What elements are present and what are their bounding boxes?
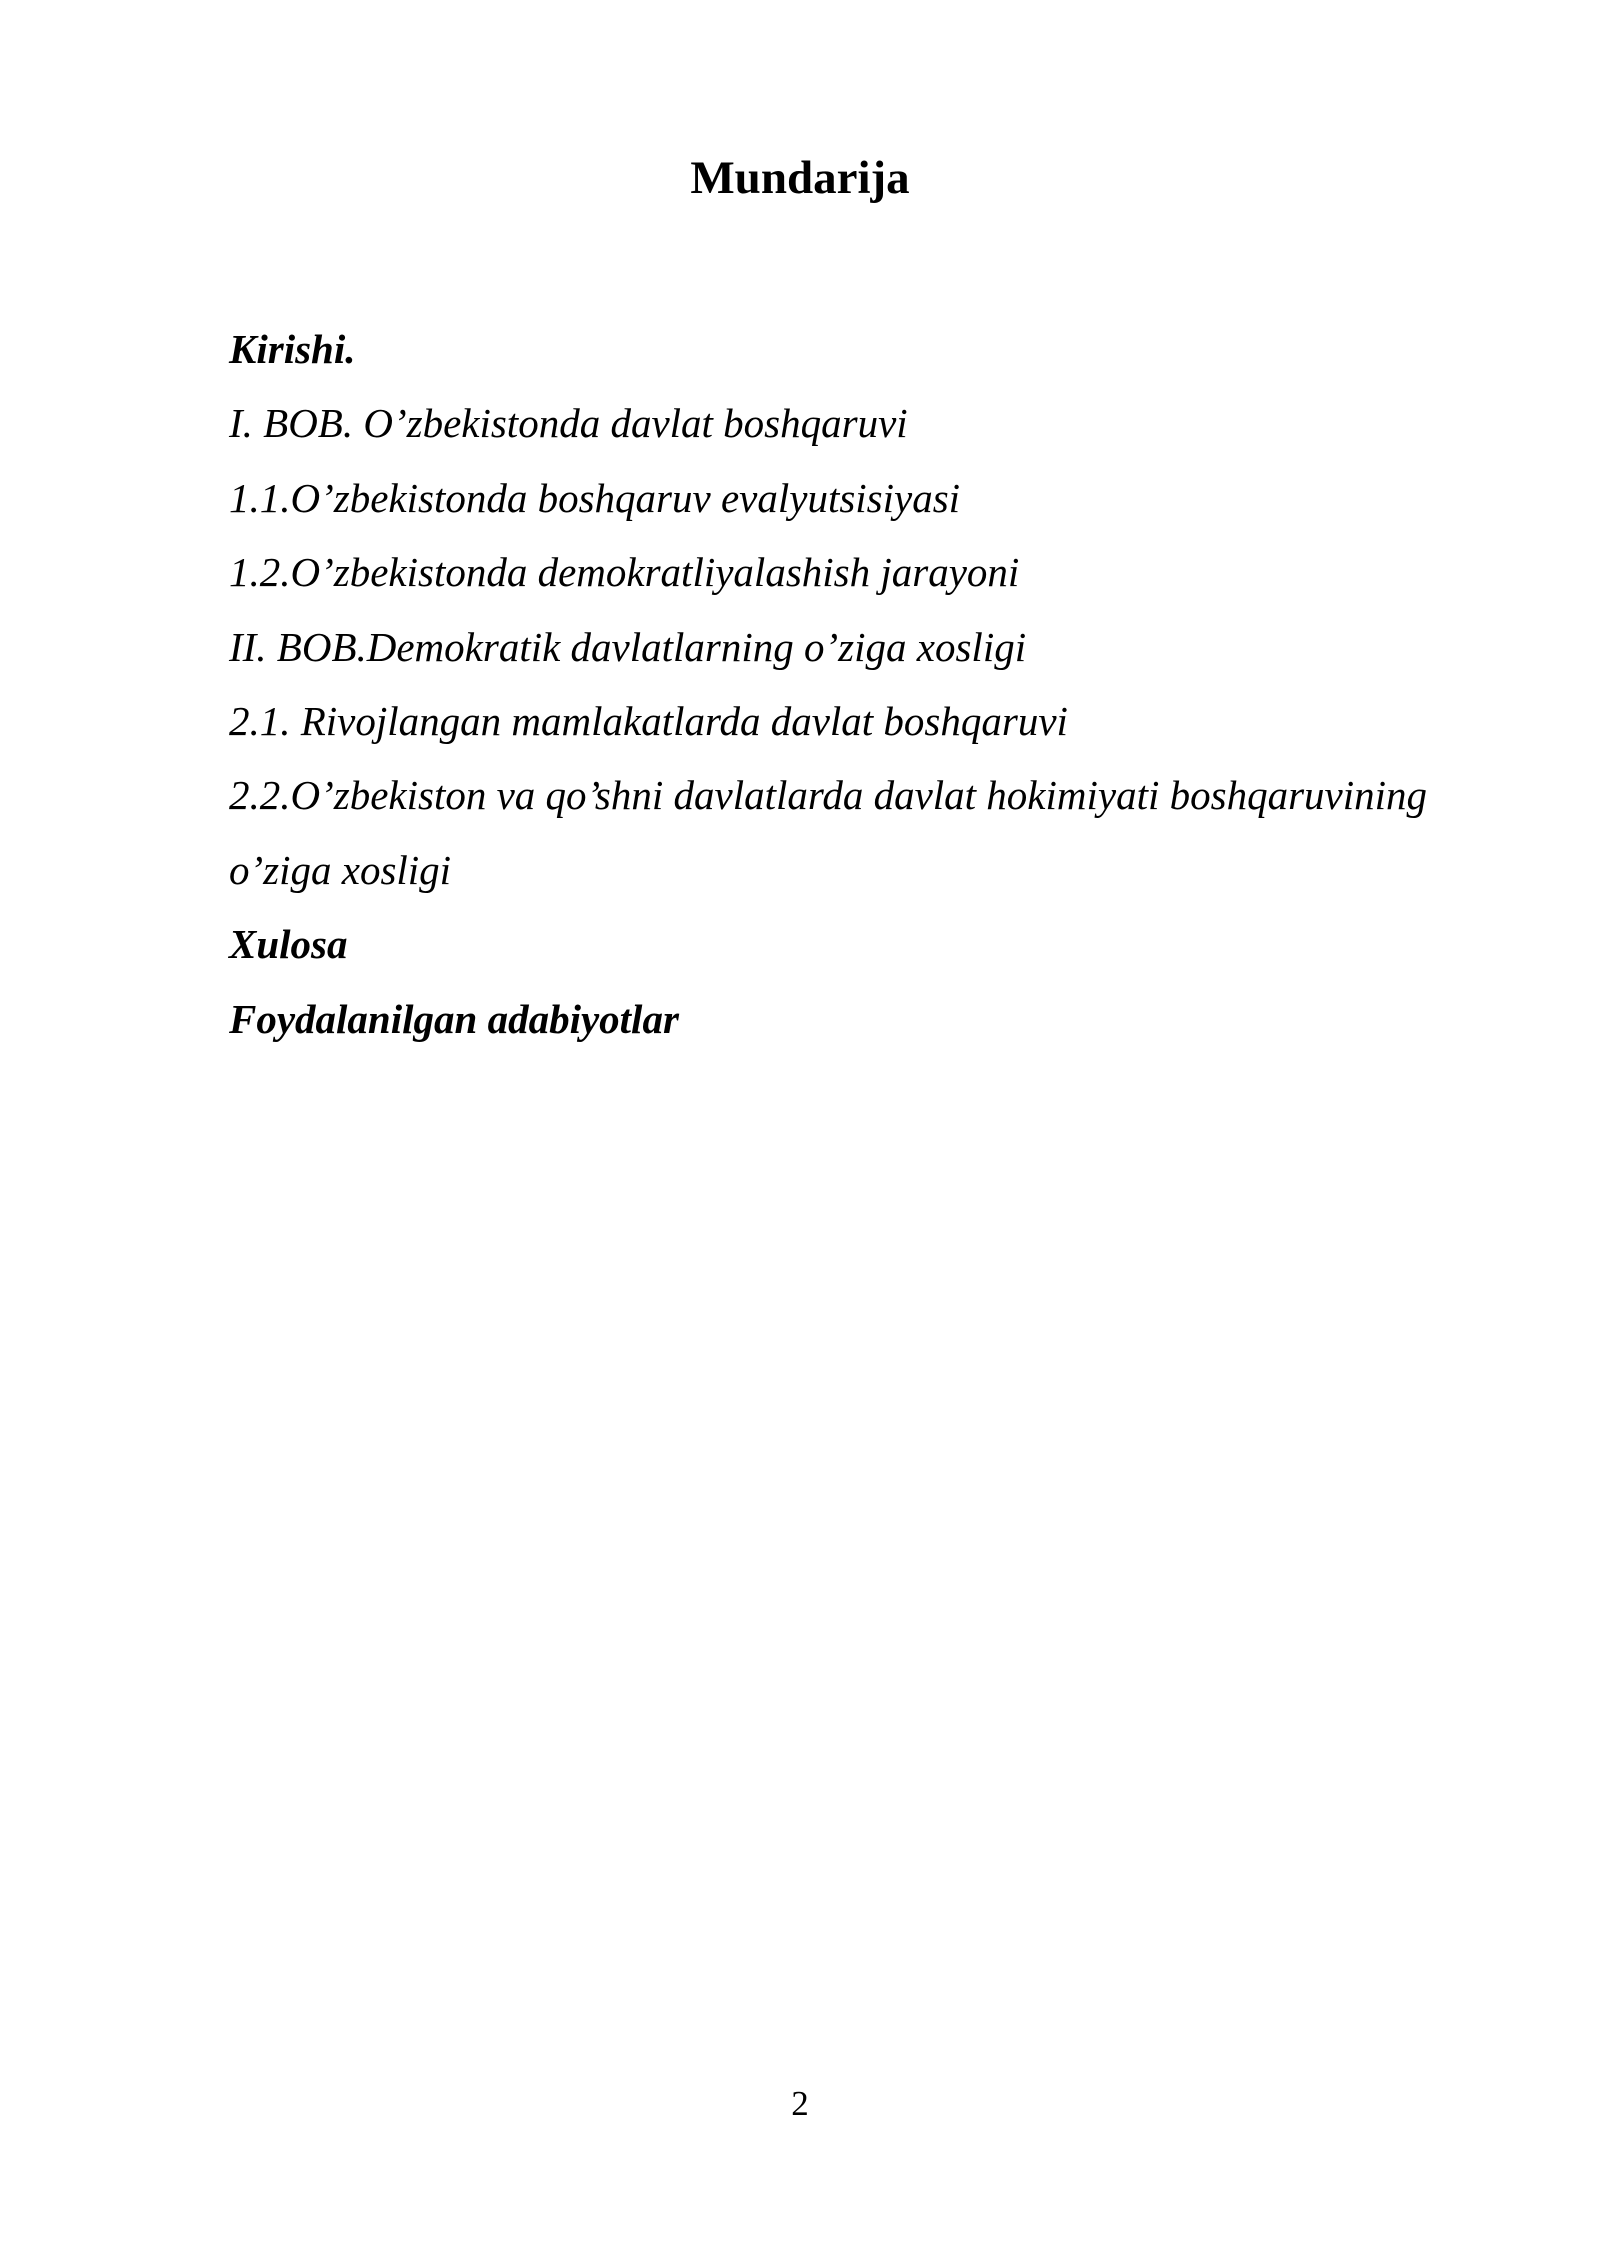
toc-entry-section-2-2-continued: o’ziga xosligi [229,846,452,893]
page-title: Mundarija [690,152,910,204]
table-of-contents [229,312,1529,1056]
toc-entry-section-1-1: 1.1.O’zbekistonda boshqaruv evalyutsisiyasi [229,474,961,521]
toc-entry-chapter-1: I. BOB. O’zbekistonda davlat boshqaruvi [229,400,908,447]
toc-entry-conclusion: Xulosa [229,921,348,968]
toc-entry-section-1-2: 1.2.O’zbekistonda demokratliyalashish jarayoni [229,549,1020,596]
toc-entry-bibliography: Foydalanilgan adabiyotlar [229,995,679,1042]
page-number: 2 [791,2084,809,2123]
toc-entry-chapter-2: II. BOB.Demokratik davlatlarning o’ziga xosligi [229,623,1027,670]
toc-entry-introduction: Kirishi. [229,326,356,372]
toc-entry-section-2-1: 2.1. Rivojlangan mamlakatlarda davlat boshqaruvi [229,697,1068,744]
toc-entry-section-2-2: 2.2.O’zbekiston va qo’shni davlatlarda davlat hokimiyati boshqaruvining [229,772,1428,819]
